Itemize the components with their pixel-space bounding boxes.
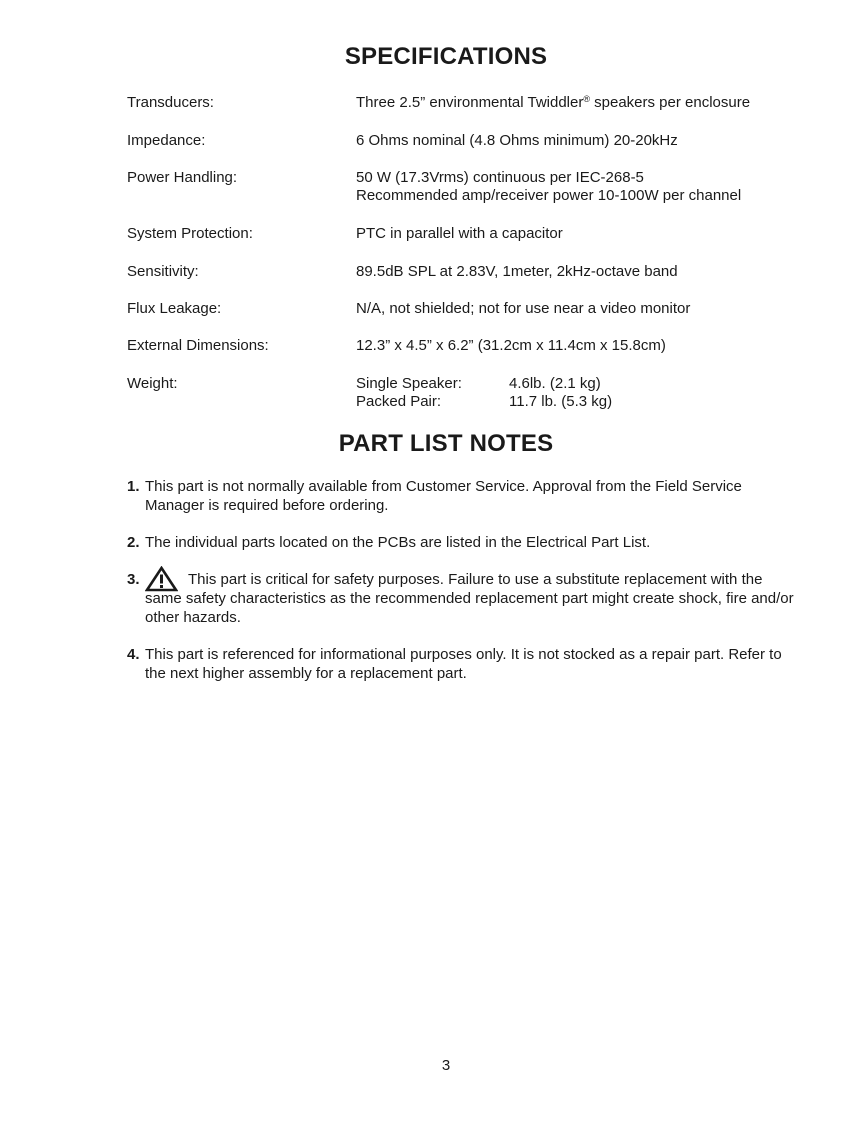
spec-value-line: Recommended amp/receiver power 10-100W per channel (356, 187, 742, 204)
note-item (127, 477, 797, 515)
spec-label: Sensitivity: (127, 263, 199, 280)
note-item (127, 645, 797, 683)
note-text: This part is not normally available from Customer Service. Approval from the Field Service Manager is required before ordering. (145, 478, 742, 514)
note-text: This part is referenced for informational purposes only. It is not stocked as a repair part. Refer to the next higher assembly for a replacement part. (145, 646, 782, 682)
spec-label: System Protection: (127, 225, 253, 242)
spec-value-line: 50 W (17.3Vrms) continuous per IEC-268-5 (356, 169, 644, 186)
spec-value: N/A, not shielded; not for use near a video monitor (356, 300, 691, 317)
spec-label: Weight: (127, 375, 178, 392)
note-number: 4. (127, 646, 140, 663)
spec-value: PTC in parallel with a capacitor (356, 225, 563, 242)
note-text: The individual parts located on the PCBs are listed in the Electrical Part List. (145, 534, 651, 551)
note-item (127, 533, 797, 552)
spec-label: Transducers: (127, 94, 214, 111)
spec-value: Three 2.5” environmental Twiddler® speakers per enclosure (356, 94, 751, 111)
page-number: 3 (441, 1057, 451, 1074)
spec-value: 6 Ohms nominal (4.8 Ohms minimum) 20-20kHz (356, 132, 678, 149)
warning-triangle-icon (145, 566, 178, 592)
spec-label: External Dimensions: (127, 337, 269, 354)
part-list-notes-title: PART LIST NOTES (338, 430, 554, 457)
note-number: 1. (127, 478, 140, 495)
spec-label: Flux Leakage: (127, 300, 222, 317)
spec-value: 89.5dB SPL at 2.83V, 1meter, 2kHz-octave band (356, 263, 678, 280)
note-number: 3. (127, 571, 140, 588)
weight-value: 4.6lb. (2.1 kg) (509, 375, 601, 392)
weight-value: 11.7 lb. (5.3 kg) (509, 393, 613, 410)
specifications-title: SPECIFICATIONS (344, 43, 548, 70)
weight-name: Packed Pair: (356, 393, 442, 410)
registered-mark: ® (583, 94, 590, 104)
note-item (127, 570, 797, 627)
spec-value: 12.3” x 4.5” x 6.2” (31.2cm x 11.4cm x 15.8cm) (356, 337, 666, 354)
spec-label: Power Handling: (127, 169, 238, 186)
note-number: 2. (127, 534, 140, 551)
weight-name: Single Speaker: (356, 375, 462, 392)
spec-label: Impedance: (127, 132, 206, 149)
spec-value (356, 169, 741, 205)
note-text: This part is critical for safety purposes. Failure to use a substitute replacement with the same safety characteristics as the recommended replacement part might create shock, fire and/or other hazards. (145, 571, 794, 626)
